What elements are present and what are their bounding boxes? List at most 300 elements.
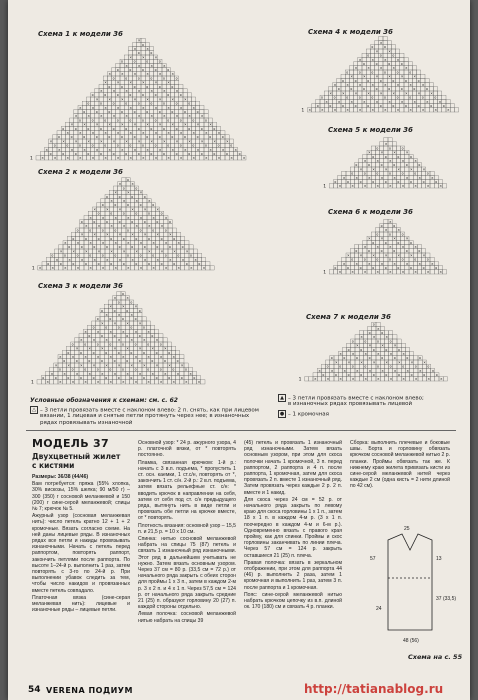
chart-cell bbox=[162, 105, 166, 109]
chart-cell bbox=[176, 232, 180, 236]
chart-cell bbox=[363, 356, 367, 360]
chart-cell bbox=[162, 68, 166, 72]
chart-cell bbox=[45, 376, 49, 380]
chart-symbol: × bbox=[101, 321, 104, 326]
chart-symbol: o bbox=[427, 364, 430, 369]
chart-cell bbox=[196, 139, 200, 143]
chart-cell bbox=[134, 321, 138, 325]
chart-cell bbox=[133, 114, 137, 118]
row-number-label: 1 bbox=[31, 266, 35, 272]
chart-symbol: × bbox=[163, 139, 166, 144]
chart-cell bbox=[134, 215, 138, 219]
chart-symbol: o bbox=[442, 104, 445, 108]
chart-symbol: o bbox=[426, 171, 429, 176]
chart-symbol: o bbox=[226, 152, 228, 156]
chart-symbol: × bbox=[169, 257, 172, 262]
chart-symbol: × bbox=[118, 182, 122, 187]
chart-symbol: o bbox=[85, 262, 87, 266]
chart-cell bbox=[116, 97, 120, 101]
chart-cell bbox=[49, 156, 53, 160]
chart-cell bbox=[181, 262, 185, 266]
chart-cell bbox=[155, 249, 159, 253]
chart-symbol: × bbox=[114, 190, 118, 195]
chart-cell bbox=[149, 72, 153, 76]
chart-cell bbox=[149, 110, 153, 114]
chart-cell bbox=[351, 356, 355, 360]
chart-cell bbox=[362, 91, 366, 95]
chart-symbol: × bbox=[129, 131, 133, 135]
chart-symbol: × bbox=[109, 355, 113, 359]
chart-cell bbox=[396, 49, 400, 53]
chart-symbol: × bbox=[439, 184, 443, 189]
chart-symbol: o bbox=[113, 359, 116, 364]
chart-cell bbox=[196, 114, 200, 118]
chart-cell bbox=[97, 220, 101, 224]
chart-symbol: × bbox=[338, 270, 342, 275]
chart-cell bbox=[92, 262, 96, 266]
chart-cell bbox=[341, 83, 345, 87]
chart-cell bbox=[367, 257, 371, 261]
chart-cell bbox=[400, 78, 404, 82]
chart-cell bbox=[363, 360, 367, 364]
chart-cell bbox=[57, 139, 61, 143]
chart-cell bbox=[50, 257, 54, 261]
chart-cell bbox=[103, 122, 107, 126]
chart-cell bbox=[363, 175, 367, 179]
chart-symbol: × bbox=[110, 199, 113, 203]
chart-symbol: × bbox=[419, 368, 422, 373]
chart-cell bbox=[133, 89, 137, 93]
chart-symbol: × bbox=[168, 363, 171, 368]
row-number-label: 1 bbox=[30, 156, 33, 162]
chart-cell bbox=[312, 104, 316, 108]
chart-cell bbox=[117, 329, 121, 333]
chart-cell bbox=[79, 359, 83, 363]
col1-para-4: Платочная вязка (сине-серая меланжевая нить): лицевые и изнаночные ряды – лицевые петли. bbox=[32, 594, 130, 614]
chart-symbol: × bbox=[314, 377, 317, 382]
chart-cell bbox=[384, 261, 388, 265]
chart-symbol: o bbox=[127, 178, 129, 182]
chart-cell bbox=[160, 215, 164, 219]
chart-cell bbox=[396, 245, 400, 249]
chart-cell bbox=[162, 110, 166, 114]
chart-cell bbox=[170, 76, 174, 80]
chart-cell bbox=[133, 156, 137, 160]
chart-cell bbox=[126, 182, 130, 186]
chart-cell bbox=[133, 42, 137, 46]
chart-cell bbox=[61, 156, 65, 160]
chart-cell bbox=[181, 249, 185, 253]
chart-cell bbox=[134, 371, 138, 375]
chart-cell bbox=[55, 262, 59, 266]
chart-cell bbox=[363, 240, 367, 244]
chart-symbol: × bbox=[91, 105, 95, 110]
chart-cell bbox=[426, 253, 430, 257]
chart-cell bbox=[412, 104, 416, 108]
chart-symbol: × bbox=[79, 105, 82, 110]
chart-cell bbox=[375, 91, 379, 95]
schema-4-title: Схема 4 к модели 36 bbox=[308, 28, 393, 36]
chart-cell bbox=[350, 180, 354, 184]
chart-cell bbox=[384, 146, 388, 150]
chart-cell bbox=[368, 364, 372, 368]
chart-cell bbox=[151, 262, 155, 266]
chart-cell bbox=[384, 159, 388, 163]
chart-cell bbox=[409, 249, 413, 253]
chart-cell bbox=[95, 101, 99, 105]
chart-symbol: × bbox=[326, 377, 330, 382]
chart-cell bbox=[408, 78, 412, 82]
chart-cell bbox=[375, 104, 379, 108]
chart-cell bbox=[401, 240, 405, 244]
chart-symbol: × bbox=[146, 47, 149, 51]
chart-cell bbox=[179, 135, 183, 139]
chart-cell bbox=[429, 99, 433, 103]
chart-symbol: o bbox=[152, 253, 155, 258]
chart-cell bbox=[405, 180, 409, 184]
chart-cell bbox=[443, 377, 447, 381]
chart-cell bbox=[392, 232, 396, 236]
chart-symbol: × bbox=[422, 167, 426, 172]
chart-cell bbox=[109, 228, 113, 232]
chart-cell bbox=[104, 321, 108, 325]
chart-cell bbox=[426, 261, 430, 265]
chart-cell bbox=[116, 139, 120, 143]
chart-cell bbox=[350, 249, 354, 253]
chart-cell bbox=[112, 122, 116, 126]
chart-cell bbox=[155, 253, 159, 257]
chart-symbol: × bbox=[127, 215, 130, 220]
chart-cell bbox=[145, 118, 149, 122]
chart-cell bbox=[179, 114, 183, 118]
chart-cell bbox=[164, 257, 168, 261]
chart-symbol: o bbox=[167, 118, 170, 123]
chart-cell bbox=[121, 350, 125, 354]
chart-cell bbox=[150, 376, 154, 380]
chart-cell bbox=[387, 70, 391, 74]
chart-cell bbox=[137, 68, 141, 72]
chart-cell bbox=[142, 371, 146, 375]
chart-cell bbox=[116, 114, 120, 118]
chart-symbol: o bbox=[384, 266, 387, 270]
chart-cell bbox=[70, 152, 74, 156]
chart-cell bbox=[438, 104, 442, 108]
chart-symbol: o bbox=[125, 152, 128, 156]
chart-symbol: o bbox=[117, 350, 120, 355]
chart-symbol: × bbox=[101, 215, 105, 220]
chart-cell bbox=[139, 211, 143, 215]
chart-cell bbox=[54, 367, 58, 371]
chart-cell bbox=[391, 49, 395, 53]
chart-cell bbox=[80, 228, 84, 232]
chart-symbol: × bbox=[175, 114, 179, 119]
chart-cell bbox=[143, 262, 147, 266]
chart-cell bbox=[103, 84, 107, 88]
chart-cell bbox=[355, 373, 359, 377]
chart-symbol: × bbox=[105, 363, 108, 368]
chart-cell bbox=[337, 78, 341, 82]
chart-cell bbox=[372, 352, 376, 356]
chart-cell bbox=[179, 97, 183, 101]
scheme-reference: Схема на с. 55 bbox=[408, 653, 463, 661]
chart-cell bbox=[350, 175, 354, 179]
chart-symbol: o bbox=[135, 236, 138, 241]
chart-symbol: o bbox=[118, 220, 121, 224]
chart-cell bbox=[107, 143, 111, 147]
chart-cell bbox=[238, 156, 242, 160]
chart-cell bbox=[349, 70, 353, 74]
chart-cell bbox=[42, 262, 46, 266]
chart-cell bbox=[410, 368, 414, 372]
chart-cell bbox=[151, 257, 155, 261]
chart-symbol: × bbox=[148, 249, 151, 254]
chart-cell bbox=[149, 93, 153, 97]
chart-cell bbox=[109, 253, 113, 257]
chart-cell bbox=[149, 135, 153, 139]
chart-symbol: × bbox=[358, 83, 362, 87]
chart-cell bbox=[429, 95, 433, 99]
chart-cell bbox=[160, 228, 164, 232]
chart-cell bbox=[396, 78, 400, 82]
chart-symbol: × bbox=[405, 150, 409, 155]
chart-cell bbox=[57, 131, 61, 135]
chart-symbol: × bbox=[377, 377, 380, 382]
chart-cell bbox=[212, 156, 216, 160]
chart-cell bbox=[345, 78, 349, 82]
chart-cell bbox=[405, 240, 409, 244]
chart-cell bbox=[118, 228, 122, 232]
chart-cell bbox=[393, 352, 397, 356]
chart-cell bbox=[175, 135, 179, 139]
chart-symbol: o bbox=[129, 93, 132, 98]
chart-cell bbox=[143, 241, 147, 245]
chart-cell bbox=[396, 150, 400, 154]
chart-cell bbox=[200, 118, 204, 122]
chart-cell bbox=[128, 47, 132, 51]
chart-cell bbox=[179, 139, 183, 143]
chart-cell bbox=[100, 325, 104, 329]
chart-symbol: × bbox=[384, 108, 387, 113]
chart-cell bbox=[405, 266, 409, 270]
chart-symbol: × bbox=[200, 114, 204, 119]
chart-symbol: × bbox=[88, 346, 92, 351]
chart-cell bbox=[372, 343, 376, 347]
chart-cell bbox=[141, 47, 145, 51]
chart-cell bbox=[312, 108, 316, 112]
site-watermark: http://tatianablog.ru bbox=[304, 682, 444, 696]
chart-symbol: o bbox=[188, 126, 191, 131]
chart-symbol: o bbox=[92, 325, 95, 330]
chart-cell bbox=[408, 99, 412, 103]
chart-cell bbox=[134, 203, 138, 207]
chart-cell bbox=[408, 74, 412, 78]
chart-cell bbox=[412, 78, 416, 82]
chart-cell bbox=[166, 147, 170, 151]
chart-cell bbox=[342, 373, 346, 377]
chart-symbol: o bbox=[133, 59, 136, 64]
chart-cell bbox=[125, 355, 129, 359]
chart-cell bbox=[212, 135, 216, 139]
chart-symbol: o bbox=[88, 334, 91, 338]
col3-para-2: Для скоса через 24 см = 52 р. от начального ряда закрыть по левому краю для скоса горловины 1 х 1 п., затем 18 х 1 п. в каждом 4-м р. (3 х 1 п. поочередно в каждом 4-м и 6-м р.). Одновременно вязать с правого края пройму, как для спинки. Проймы и скос горловины заканчивать по линии плеча. Через 57 см = 124 р. закрыть оставшиеся 21 (25) п. плеча. bbox=[244, 496, 342, 559]
chart-cell bbox=[324, 91, 328, 95]
chart-cell bbox=[107, 139, 111, 143]
chart-cell bbox=[425, 108, 429, 112]
chart-cell bbox=[366, 74, 370, 78]
chart-symbol: o bbox=[401, 257, 404, 262]
col2-para-1: Основной узор: * 24 р. ажурного узора, 4 р. платочной вязки, от * повторять постоянно. bbox=[138, 440, 236, 459]
chart-symbol: o bbox=[164, 359, 166, 364]
chart-symbol: o bbox=[112, 126, 115, 131]
chart-symbol: × bbox=[179, 105, 183, 110]
chart-cell bbox=[338, 356, 342, 360]
chart-cell bbox=[122, 257, 126, 261]
chart-cell bbox=[67, 241, 71, 245]
chart-cell bbox=[434, 184, 438, 188]
chart-cell bbox=[83, 346, 87, 350]
chart-cell bbox=[383, 91, 387, 95]
chart-cell bbox=[79, 371, 83, 375]
chart-cell bbox=[167, 367, 171, 371]
chart-cell bbox=[188, 367, 192, 371]
chart-cell bbox=[391, 83, 395, 87]
chart-symbol: × bbox=[333, 83, 337, 87]
chart-symbol: × bbox=[127, 266, 130, 271]
chart-cell bbox=[137, 93, 141, 97]
chart-symbol: × bbox=[339, 352, 342, 356]
chart-cell bbox=[166, 97, 170, 101]
chart-cell bbox=[103, 76, 107, 80]
chart-cell bbox=[375, 45, 379, 49]
chart-cell bbox=[113, 329, 117, 333]
chart-cell bbox=[128, 126, 132, 130]
chart-symbol: o bbox=[413, 87, 416, 92]
chart-cell bbox=[333, 270, 337, 274]
chart-cell bbox=[383, 78, 387, 82]
chart-cell bbox=[67, 266, 71, 270]
chart-cell bbox=[175, 131, 179, 135]
chart-cell bbox=[44, 156, 48, 160]
chart-symbol: o bbox=[154, 68, 157, 72]
chart-cell bbox=[80, 241, 84, 245]
chart-symbol: × bbox=[125, 139, 128, 144]
chart-cell bbox=[175, 84, 179, 88]
chart-cell bbox=[172, 257, 176, 261]
chart-symbol: × bbox=[175, 89, 179, 93]
chart-cell bbox=[191, 147, 195, 151]
chart-symbol: × bbox=[381, 368, 384, 373]
chart-cell bbox=[372, 339, 376, 343]
chart-cell bbox=[370, 99, 374, 103]
chart-cell bbox=[91, 135, 95, 139]
chart-cell bbox=[434, 175, 438, 179]
chart-symbol: o bbox=[389, 339, 392, 344]
chart-cell bbox=[321, 364, 325, 368]
chart-cell bbox=[404, 108, 408, 112]
chart-symbol: × bbox=[134, 355, 138, 359]
chart-symbol: o bbox=[129, 68, 132, 72]
chart-cell bbox=[342, 257, 346, 261]
chart-symbol: × bbox=[138, 346, 142, 351]
chart-symbol: o bbox=[151, 334, 154, 338]
chart-symbol: × bbox=[401, 184, 405, 189]
chart-symbol: o bbox=[337, 87, 340, 92]
chart-cell bbox=[147, 245, 151, 249]
chart-symbol: o bbox=[410, 154, 412, 159]
chart-cell bbox=[105, 249, 109, 253]
chart-cell bbox=[404, 83, 408, 87]
chart-cell bbox=[113, 338, 117, 342]
chart-symbol: × bbox=[384, 57, 387, 62]
chart-symbol: × bbox=[405, 91, 408, 96]
chart-cell bbox=[142, 380, 146, 384]
chart-cell bbox=[342, 377, 346, 381]
chart-symbol: o bbox=[356, 356, 358, 361]
chart-cell bbox=[99, 143, 103, 147]
chart-cell bbox=[400, 108, 404, 112]
chart-symbol: × bbox=[83, 122, 86, 127]
chart-cell bbox=[417, 83, 421, 87]
chart-cell bbox=[166, 126, 170, 130]
chart-cell bbox=[191, 114, 195, 118]
chart-symbol: o bbox=[346, 95, 349, 100]
chart-symbol: o bbox=[70, 135, 73, 140]
chart-cell bbox=[54, 371, 58, 375]
chart-cell bbox=[208, 143, 212, 147]
chart-symbol: × bbox=[66, 131, 70, 135]
chart-cell bbox=[84, 228, 88, 232]
chart-symbol: × bbox=[148, 199, 151, 203]
chart-symbol: o bbox=[188, 152, 191, 156]
chart-cell bbox=[113, 224, 117, 228]
chart-cell bbox=[155, 367, 159, 371]
chart-symbol: o bbox=[104, 93, 107, 98]
chart-symbol: × bbox=[80, 257, 84, 262]
chart-symbol: o bbox=[384, 70, 386, 75]
chart-cell bbox=[393, 335, 397, 339]
chart-symbol: o bbox=[169, 220, 171, 224]
chart-cell bbox=[345, 104, 349, 108]
chart-cell bbox=[176, 249, 180, 253]
chart-symbol: o bbox=[155, 350, 158, 355]
chart-cell bbox=[137, 131, 141, 135]
chart-cell bbox=[366, 99, 370, 103]
chart-symbol: o bbox=[355, 249, 358, 254]
chart-cell bbox=[86, 97, 90, 101]
chart-cell bbox=[425, 91, 429, 95]
chart-cell bbox=[175, 147, 179, 151]
chart-symbol: × bbox=[376, 245, 380, 249]
chart-cell bbox=[103, 152, 107, 156]
chart-symbol: × bbox=[392, 66, 396, 71]
chart-symbol: × bbox=[133, 147, 137, 152]
chart-symbol: × bbox=[122, 249, 126, 254]
chart-cell bbox=[112, 131, 116, 135]
chart-cell bbox=[396, 171, 400, 175]
chart-cell bbox=[405, 373, 409, 377]
chart-cell bbox=[176, 376, 180, 380]
chart-cell bbox=[120, 105, 124, 109]
chart-symbol: o bbox=[351, 339, 354, 344]
chart-cell bbox=[92, 215, 96, 219]
chart-symbol: × bbox=[159, 380, 163, 385]
chart-cell bbox=[225, 135, 229, 139]
chart-symbol: × bbox=[375, 74, 379, 79]
chart-cell bbox=[118, 186, 122, 190]
chart-cell bbox=[128, 72, 132, 76]
chart-symbol: × bbox=[129, 80, 133, 85]
chart-cell bbox=[414, 360, 418, 364]
